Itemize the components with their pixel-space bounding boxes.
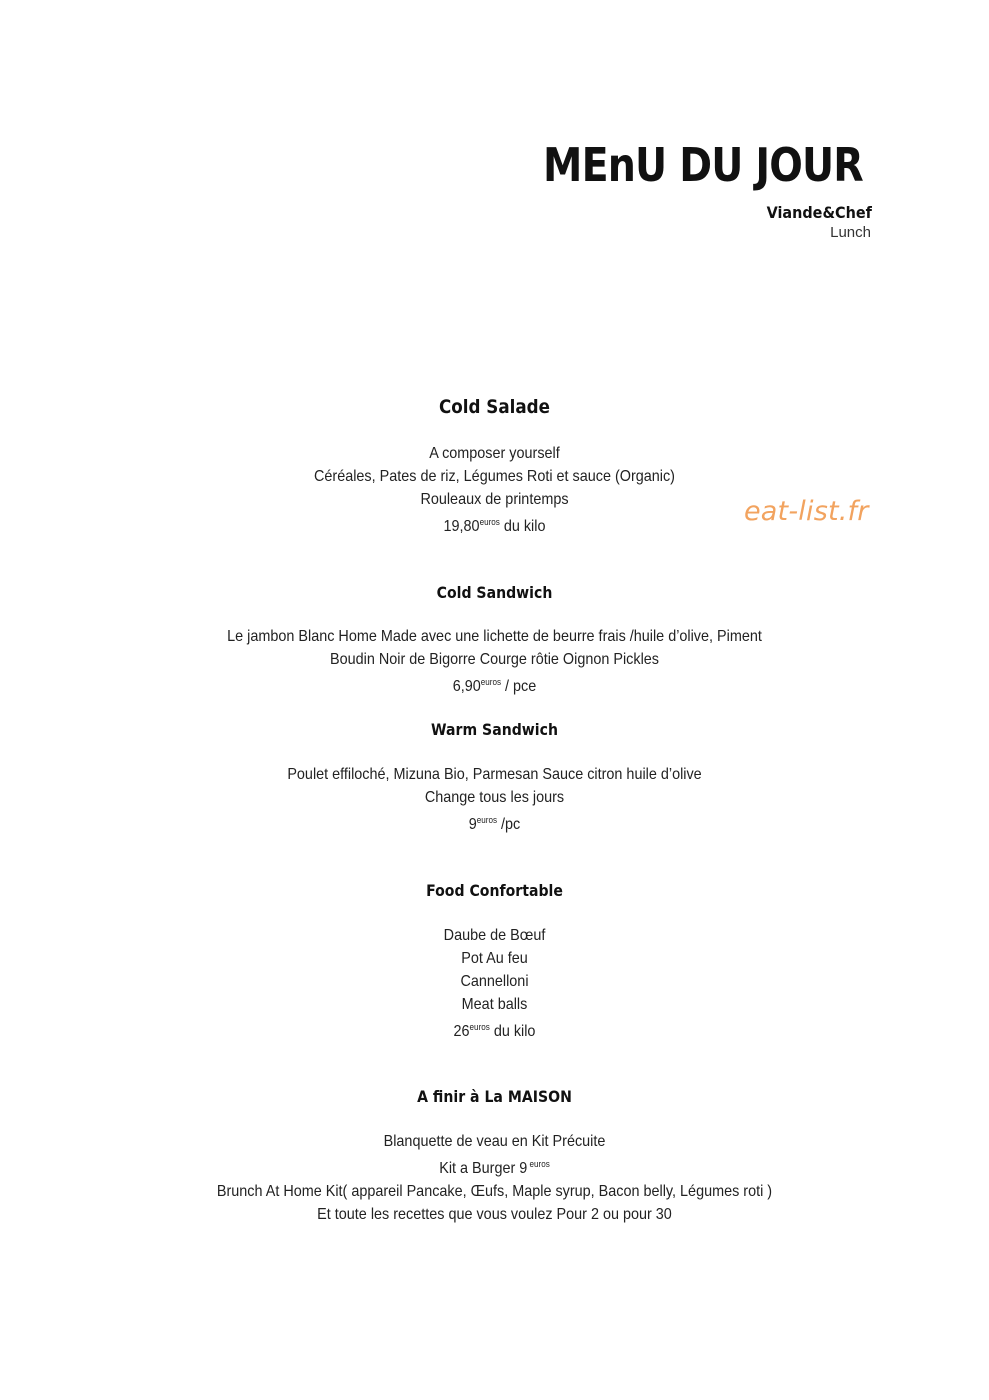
- menu-item: Cannelloni: [460, 973, 529, 990]
- menu-item: A composer yourself: [429, 445, 560, 462]
- section-cold-sandwich: [0, 583, 989, 698]
- section-items: [0, 763, 989, 836]
- menu-header: [491, 138, 872, 241]
- section-items: [0, 1130, 989, 1226]
- section-title: Cold Salade: [439, 396, 550, 418]
- price-suffix: du kilo: [499, 518, 546, 535]
- section-items: [0, 442, 989, 538]
- price-unit: euros: [469, 1022, 490, 1032]
- menu-item: Boudin Noir de Bigorre Courge rôtie Oignon Pickles: [330, 651, 659, 668]
- section-cold-salade: [0, 396, 989, 538]
- price-suffix: /pc: [497, 816, 521, 833]
- price-unit: euros: [479, 517, 500, 527]
- menu-item: Rouleaux de printemps: [420, 491, 569, 508]
- menu-item: Pot Au feu: [461, 950, 528, 967]
- menu-item: Céréales, Pates de riz, Légumes Roti et sauce (Organic): [314, 468, 675, 485]
- price-amount: 19,80: [443, 518, 480, 535]
- menu-item-burger: [49, 1153, 939, 1180]
- watermark: eat-list.fr: [744, 496, 869, 527]
- section-title: Food Confortable: [426, 881, 563, 900]
- price-line: [49, 809, 939, 836]
- restaurant-name: Viande&Chef: [766, 203, 872, 222]
- price-amount: 26: [453, 1023, 470, 1040]
- menu-item: Meat balls: [461, 996, 528, 1013]
- menu-item: Le jambon Blanc Home Made avec une lichette de beurre frais /huile d’olive, Piment: [227, 628, 762, 645]
- page-title: MEnU DU JOUR: [543, 138, 863, 192]
- price-amount: 9: [468, 816, 477, 833]
- section-food-confortable: [0, 881, 989, 1043]
- burger-label: Kit a Burger 9: [439, 1160, 528, 1177]
- price-line: [49, 511, 939, 538]
- menu-item: Poulet effiloché, Mizuna Bio, Parmesan Sauce citron huile d’olive: [287, 766, 702, 783]
- menu-item: Brunch At Home Kit( appareil Pancake, Œufs, Maple syrup, Bacon belly, Légumes roti ): [216, 1183, 773, 1200]
- menu-item: Change tous les jours: [424, 789, 565, 806]
- price-line: [49, 1016, 939, 1043]
- menu-item: Daube de Bœuf: [443, 927, 546, 944]
- price-suffix: du kilo: [489, 1023, 536, 1040]
- price-line: [49, 671, 939, 698]
- section-items: [0, 924, 989, 1043]
- section-warm-sandwich: [0, 720, 989, 836]
- price-unit: euros: [480, 677, 502, 687]
- menu-item: Blanquette de veau en Kit Précuite: [383, 1133, 606, 1150]
- price-unit: euros: [476, 815, 498, 825]
- menu-subtitle: Lunch: [830, 224, 871, 241]
- price-amount: 6,90: [452, 678, 481, 695]
- price-suffix: / pce: [501, 678, 537, 695]
- section-title: Cold Sandwich: [436, 583, 553, 602]
- section-items: [0, 625, 989, 698]
- section-title: Warm Sandwich: [431, 720, 558, 739]
- price-unit: euros: [527, 1159, 550, 1169]
- section-title: A finir à La MAISON: [417, 1087, 572, 1106]
- section-a-finir-a-la-maison: [0, 1087, 989, 1226]
- menu-item: Et toute les recettes que vous voulez Pour 2 ou pour 30: [317, 1206, 672, 1223]
